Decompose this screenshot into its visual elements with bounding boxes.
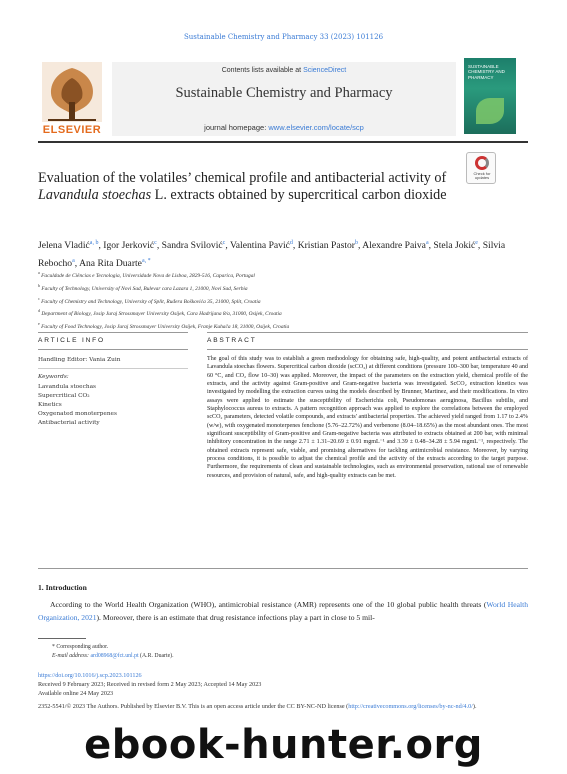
author-name-text: Stela Jokić [433, 240, 476, 252]
doi-link[interactable]: https://doi.org/10.1016/j.scp.2023.101126 [38, 672, 142, 679]
affiliation-item [38, 281, 528, 294]
author-name-text: Alexandre Paiva [362, 240, 426, 252]
affiliation-item [38, 294, 528, 307]
keyword-item: Supercritical CO₂ [38, 393, 90, 399]
homepage-prefix: journal homepage: [204, 123, 269, 132]
author-affiliation-marker[interactable]: e [475, 240, 478, 246]
journal-homepage-link[interactable]: www.elsevier.com/locate/scp [268, 123, 364, 132]
email-note [52, 653, 512, 659]
affiliation-text: Faculty of Technology, University of Novi Sad, Bulevar cara Lazara 1, 21000, Novi Sad, Serbia [40, 285, 248, 292]
author-name[interactable] [298, 240, 358, 251]
introduction-heading: 1. Introduction [38, 583, 87, 592]
author-name-text: Kristian Pastor [297, 240, 355, 252]
elsevier-wordmark: ELSEVIER [42, 124, 102, 136]
journal-reference-link[interactable]: Sustainable Chemistry and Pharmacy 33 (2023) 101126 [183, 33, 384, 41]
author-affiliation-marker[interactable]: a [425, 240, 429, 246]
journal-homepage-line [112, 123, 456, 132]
license-statement [38, 702, 528, 711]
keyword-item: Kinetics [38, 402, 62, 408]
author-name[interactable] [38, 240, 98, 251]
abstract-heading: ABSTRACT [207, 337, 257, 344]
handling-divider [38, 368, 188, 369]
author-name-text: Igor Jerković [103, 240, 155, 252]
abstract-bottom-rule [207, 349, 528, 350]
abstract-top-rule [207, 332, 528, 333]
affiliation-item [38, 268, 528, 281]
author-name-text: Silvia Rebocho [38, 240, 506, 269]
author-affiliation-marker[interactable]: c [154, 240, 157, 246]
abstract-text: The goal of this study was to establish a green methodology for obtaining safe, high-quality, and potent antibacterial extracts of Lavandula stoechas flowers. Supercritical carbon dioxide (scCO₂) at different conditions (pressure 100–300 bar, temperature 40 and 60 °C, and CO₂ flow 10–30) was applied. Moreover, the impact of the parameters on the extraction yield, chemical profile of the extracts, and the activity against Gram-positive and Gram-negative bacteria was investigated. ScCO₂ extraction kinetics was investigated by modelling the extraction curves using the models described by Brunner, Martinez, and their modifications. In vitro assays were applied to estimate the susceptibility of Escherichia coli, Pseudomonas aeruginosa, Bacillus subtilis, and Staphylococcus aureus to extracts. A pattern recognition approach was applied to explore the correlations between the employed scCO₂ parameters, detected volatile compounds, and extracts' antibacterial properties. The achieved yield ranged from 1.17 to 2.4% (w/w), with oxygenated monoterpenes fenchone (5.76–22.72%) and verbenone (8.04–18.65%) as the most abundant ones. The most significant susceptibility of Gram-positive and Gram-negative bacteria was attributed to extracts obtained at 200 bar, with minimal inhibitory concentration in the range 2.71 ± 1.31–20.69 ± 0.91 mgmL⁻¹ and 3.39 ± 0.48–34.28 ± 5.94 mgmL⁻¹, respectively. The obtained extracts represent safe, viable, and promising alternatives for tackling antimicrobial resistance. Moreover, by varying process conditions, it is possible to adjust the chemical profile and the activity of the extracts according to the target purpose. Furthermore, the requirements of clean and sustainable technologies, such as environmental preservation, rational use of renewable resources, and provision of natural, safe, and high-quality extracts can be met. [207, 356, 528, 479]
keyword-item: Oxygenated monoterpenes [38, 411, 117, 417]
author-affiliation-marker[interactable]: a, b [89, 240, 99, 246]
intro-text-b: ). Moreover, there is an estimate that drug resistance infections play a part in close to 5 mil- [96, 613, 375, 622]
article-title [38, 170, 448, 204]
email-label: E-mail address: [52, 653, 91, 659]
title-species-name: Lavandula stoechas [38, 187, 152, 203]
article-info-top-rule [38, 332, 188, 333]
affiliation-marker: c [38, 295, 40, 301]
check-updates-label: Check for updates [473, 171, 491, 181]
article-info-bottom-rule [38, 349, 188, 350]
intro-text-a: According to the World Health Organization (WHO), antimicrobial resistance (AMR) represents one of the 10 global public health threats ( [50, 600, 487, 609]
title-part-1: Evaluation of the volatiles’ chemical profile and antibacterial activity of [38, 170, 447, 186]
keyword-item: Antibacterial activity [38, 420, 100, 426]
affiliation-item [38, 306, 528, 319]
abstract-end-rule [38, 568, 528, 569]
affiliation-text: Department of Biology, Josip Juraj Strossmayer University Osijek, Cara Hadrijana 8/a, 31000, Osijek, Croatia [40, 311, 282, 318]
license-text-b: ). [472, 703, 477, 710]
license-link[interactable]: http://creativecommons.org/licenses/by-nc-nd/4.0/ [348, 703, 473, 710]
sciencedirect-link[interactable]: ScienceDirect [303, 67, 347, 74]
keywords-list [38, 383, 188, 428]
author-affiliation-marker[interactable]: a, * [141, 257, 151, 264]
author-name-text: Sandra Svilović [161, 240, 223, 252]
email-suffix: (A.R. Duarte). [138, 653, 174, 659]
author-name-text: Jelena Vladić [38, 240, 90, 252]
keyword-item: Lavandula stoechas [38, 384, 97, 390]
article-info-heading: ARTICLE INFO [38, 337, 105, 344]
keywords-label: Keywords: [38, 374, 69, 380]
author-name[interactable] [362, 240, 428, 251]
check-for-updates-button[interactable] [466, 152, 496, 184]
title-part-2: L. extracts obtained by supercritical carbon dioxide [151, 187, 447, 203]
journal-title: Sustainable Chemistry and Pharmacy [175, 85, 393, 101]
header-divider [38, 141, 528, 143]
watermark-text: ebook-hunter.org [84, 722, 483, 768]
author-list: Jelena Vladić$^{a, b}$, Igor Jerković$^c$, Sandra Svilović$^c$, Valentina Pavić$^d$, Kristian Pastor$^b$, Alexandre Paiva$^a$, Stela Jokić$^e$, Silvia Rebocho$^a$, Ana Rita Duarte$^{a, *}$ [38, 240, 506, 269]
affiliation-marker: d [38, 308, 40, 314]
affiliation-text: Faculdade de Ciências e Tecnologia, Universidade Nova de Lisboa, 2829-516, Caparica, Portugal [39, 272, 255, 279]
contents-available-line [112, 67, 456, 74]
cover-title: SUSTAINABLE CHEMISTRY AND PHARMACY [468, 64, 505, 80]
affiliation-marker: b [38, 282, 40, 288]
author-name[interactable] [230, 240, 293, 251]
who-citation-link[interactable]: World Health Organization, 2021 [38, 600, 528, 622]
affiliation-list [38, 268, 528, 332]
contents-prefix: Contents lists available at [221, 67, 304, 74]
author-name-text: Ana Rita Duarte [79, 257, 142, 269]
author-affiliation-marker[interactable]: b [354, 240, 358, 246]
handling-editor: Handling Editor: Vania Zuin [38, 357, 121, 363]
author-affiliation-marker[interactable]: d [289, 240, 293, 246]
affiliation-marker: a [38, 270, 40, 275]
journal-cover-image[interactable] [464, 58, 516, 134]
author-name[interactable] [433, 240, 478, 251]
author-email-link[interactable]: ard08968@fct.unl.pt [90, 653, 139, 659]
author-name-text: Valentina Pavić [229, 240, 290, 252]
affiliation-text: Faculty of Food Technology, Josip Juraj Strossmayer University Osijek, Franje Kuhača 18, 31000, Osijek, Croatia [39, 323, 290, 330]
doi-line [38, 672, 528, 679]
check-updates-icon [475, 156, 489, 170]
affiliation-text: Faculty of Chemistry and Technology, University of Split, Ruđera Boškovića 35, 21000, Split, Croatia [39, 298, 261, 305]
footnote-rule [38, 638, 86, 639]
corresponding-author-note: * Corresponding author. [52, 644, 109, 650]
received-dates: Received 9 February 2023; Received in revised form 2 May 2023; Accepted 14 May 2023 [38, 681, 262, 688]
introduction-text [38, 598, 528, 624]
cover-leaf-graphic [476, 98, 504, 124]
author-name[interactable] [162, 240, 226, 251]
author-affiliation-marker[interactable]: a [72, 257, 75, 264]
available-online-date: Available online 24 May 2023 [38, 690, 114, 697]
author-name[interactable] [103, 240, 157, 251]
license-text-a: 2352-5541/© 2023 The Authors. Published by Elsevier B.V. This is an open access article under the CC BY-NC-ND license ( [38, 703, 349, 710]
affiliation-item [38, 319, 528, 332]
affiliation-marker: e [38, 321, 40, 327]
author-affiliation-marker[interactable]: c [222, 240, 226, 246]
